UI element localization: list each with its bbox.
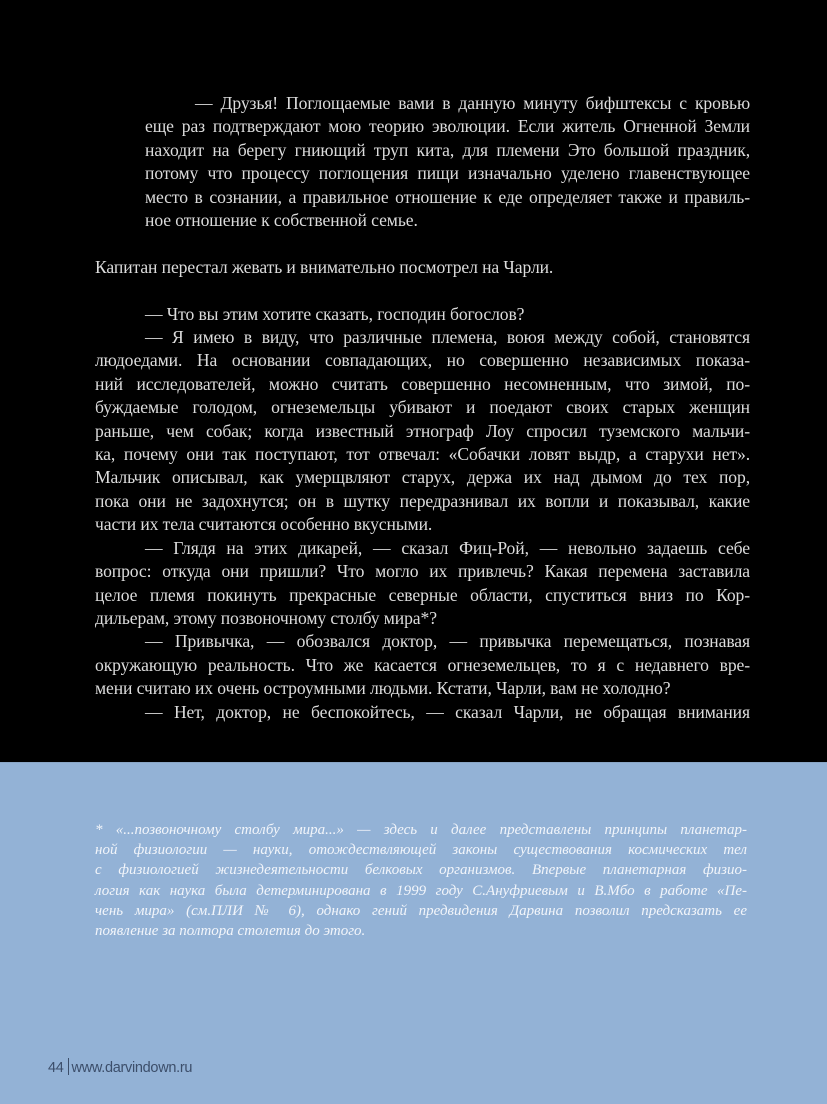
- paragraph: [95, 303, 750, 326]
- text-line: — Глядя на этих дикарей, — сказал Фиц-Рой, — невольно задаешь себе: [145, 537, 750, 558]
- paragraph: [95, 537, 750, 631]
- text-line: ний исследователей, можно считать совершенно несомненным, что зимой, по-: [95, 373, 750, 394]
- paragraph: [95, 326, 750, 537]
- text-line: — Друзья! Поглощаемые вами в данную минуту бифштексы с кровью: [195, 93, 750, 113]
- text-line: раньше, чем собак; когда известный этнограф Лоу спросил туземского мальчи-: [95, 420, 750, 441]
- text-line: мени считаю их очень остроумными людьми. Кстати, Чарли, вам не холодно?: [95, 678, 671, 699]
- footnote: [95, 820, 747, 941]
- text-line: — Нет, доктор, не беспокойтесь, — сказал Чарли, не обращая внимания: [145, 701, 750, 722]
- website-link[interactable]: www.darvindown.ru: [71, 1060, 193, 1076]
- page-number: 44: [48, 1060, 64, 1076]
- text-line: целое племя покинуть прекрасные северные области, спуститься вниз по Кор-: [95, 584, 750, 605]
- paragraph: [95, 256, 750, 279]
- paragraph: [95, 701, 750, 724]
- footnote-line: логия как наука была детерминирована в 1999 году С.Ануфриевым и В.Мбо в работе «Пе-: [95, 882, 747, 899]
- text-line: Капитан перестал жевать и внимательно посмотрел на Чарли.: [95, 256, 554, 277]
- text-line: ка, почему они так поступают, тот отвечал: «Собачки ловят выдр, а старухи нет».: [95, 444, 750, 465]
- body-text: [95, 92, 750, 724]
- text-line: пока они не задохнутся; он в шутку передразнивал их вопли и показывал, какие: [95, 490, 750, 511]
- footnote-line: чень мира» (см.ПЛИ № 6), однако гений предвидения Дарвина позволил предсказать ее: [95, 902, 747, 919]
- text-line: дильерам, этому позвоночному столбу мира*?: [95, 607, 437, 628]
- footnote-line: появление за полтора столетия до этого.: [95, 923, 366, 940]
- paragraph: [95, 630, 750, 700]
- text-line: ное отношение к собственной семье.: [145, 210, 418, 231]
- page-footer: [48, 1058, 192, 1076]
- text-line: части их тела считаются особенно вкусными.: [95, 514, 433, 535]
- text-line: находит на берегу гниющий труп кита, для племени Это большой праздник,: [145, 139, 750, 160]
- footer-divider: [68, 1058, 69, 1075]
- text-line: — Привычка, — обозвался доктор, — привычка перемещаться, познавая: [145, 631, 750, 652]
- text-line: — Я имею в виду, что различные племена, воюя между собой, становятся: [145, 327, 750, 348]
- text-line: еще раз подтверждают мою теорию эволюции. Если житель Огненной Земли: [145, 116, 750, 137]
- footnote-line: с физиологией жизнедеятельности белковых организмов. Впервые планетарная физио-: [95, 862, 747, 879]
- text-line: потому что процессу поглощения пищи изначально уделено главенствующее: [145, 163, 750, 184]
- paragraph: [95, 92, 750, 232]
- text-line: место в сознании, а правильное отношение к еде определяет также и правиль-: [145, 186, 750, 207]
- text-line: окружающую реальность. Что же касается огнеземельцев, то я с недавнего вре-: [95, 654, 750, 675]
- text-line: — Что вы этим хотите сказать, господин богослов?: [145, 303, 525, 324]
- footnote-line: ной физиологии — науки, отождествляющей законы существования космических тел: [95, 842, 747, 859]
- text-line: людоедами. На основании совпадающих, но совершенно независимых показа-: [95, 350, 750, 371]
- text-line: вопрос: откуда они пришли? Что могло их привлечь? Какая перемена заставила: [95, 561, 750, 582]
- text-line: буждаемые голодом, огнеземельцы убивают и поедают своих старых женщин: [95, 397, 750, 418]
- footnote-line: * «...позвоночному столбу мира...» — здесь и далее представлены принципы планетар-: [95, 822, 747, 838]
- text-line: Мальчик описывал, как умерщвляют старух, держа их над дымом до тех пор,: [95, 467, 750, 488]
